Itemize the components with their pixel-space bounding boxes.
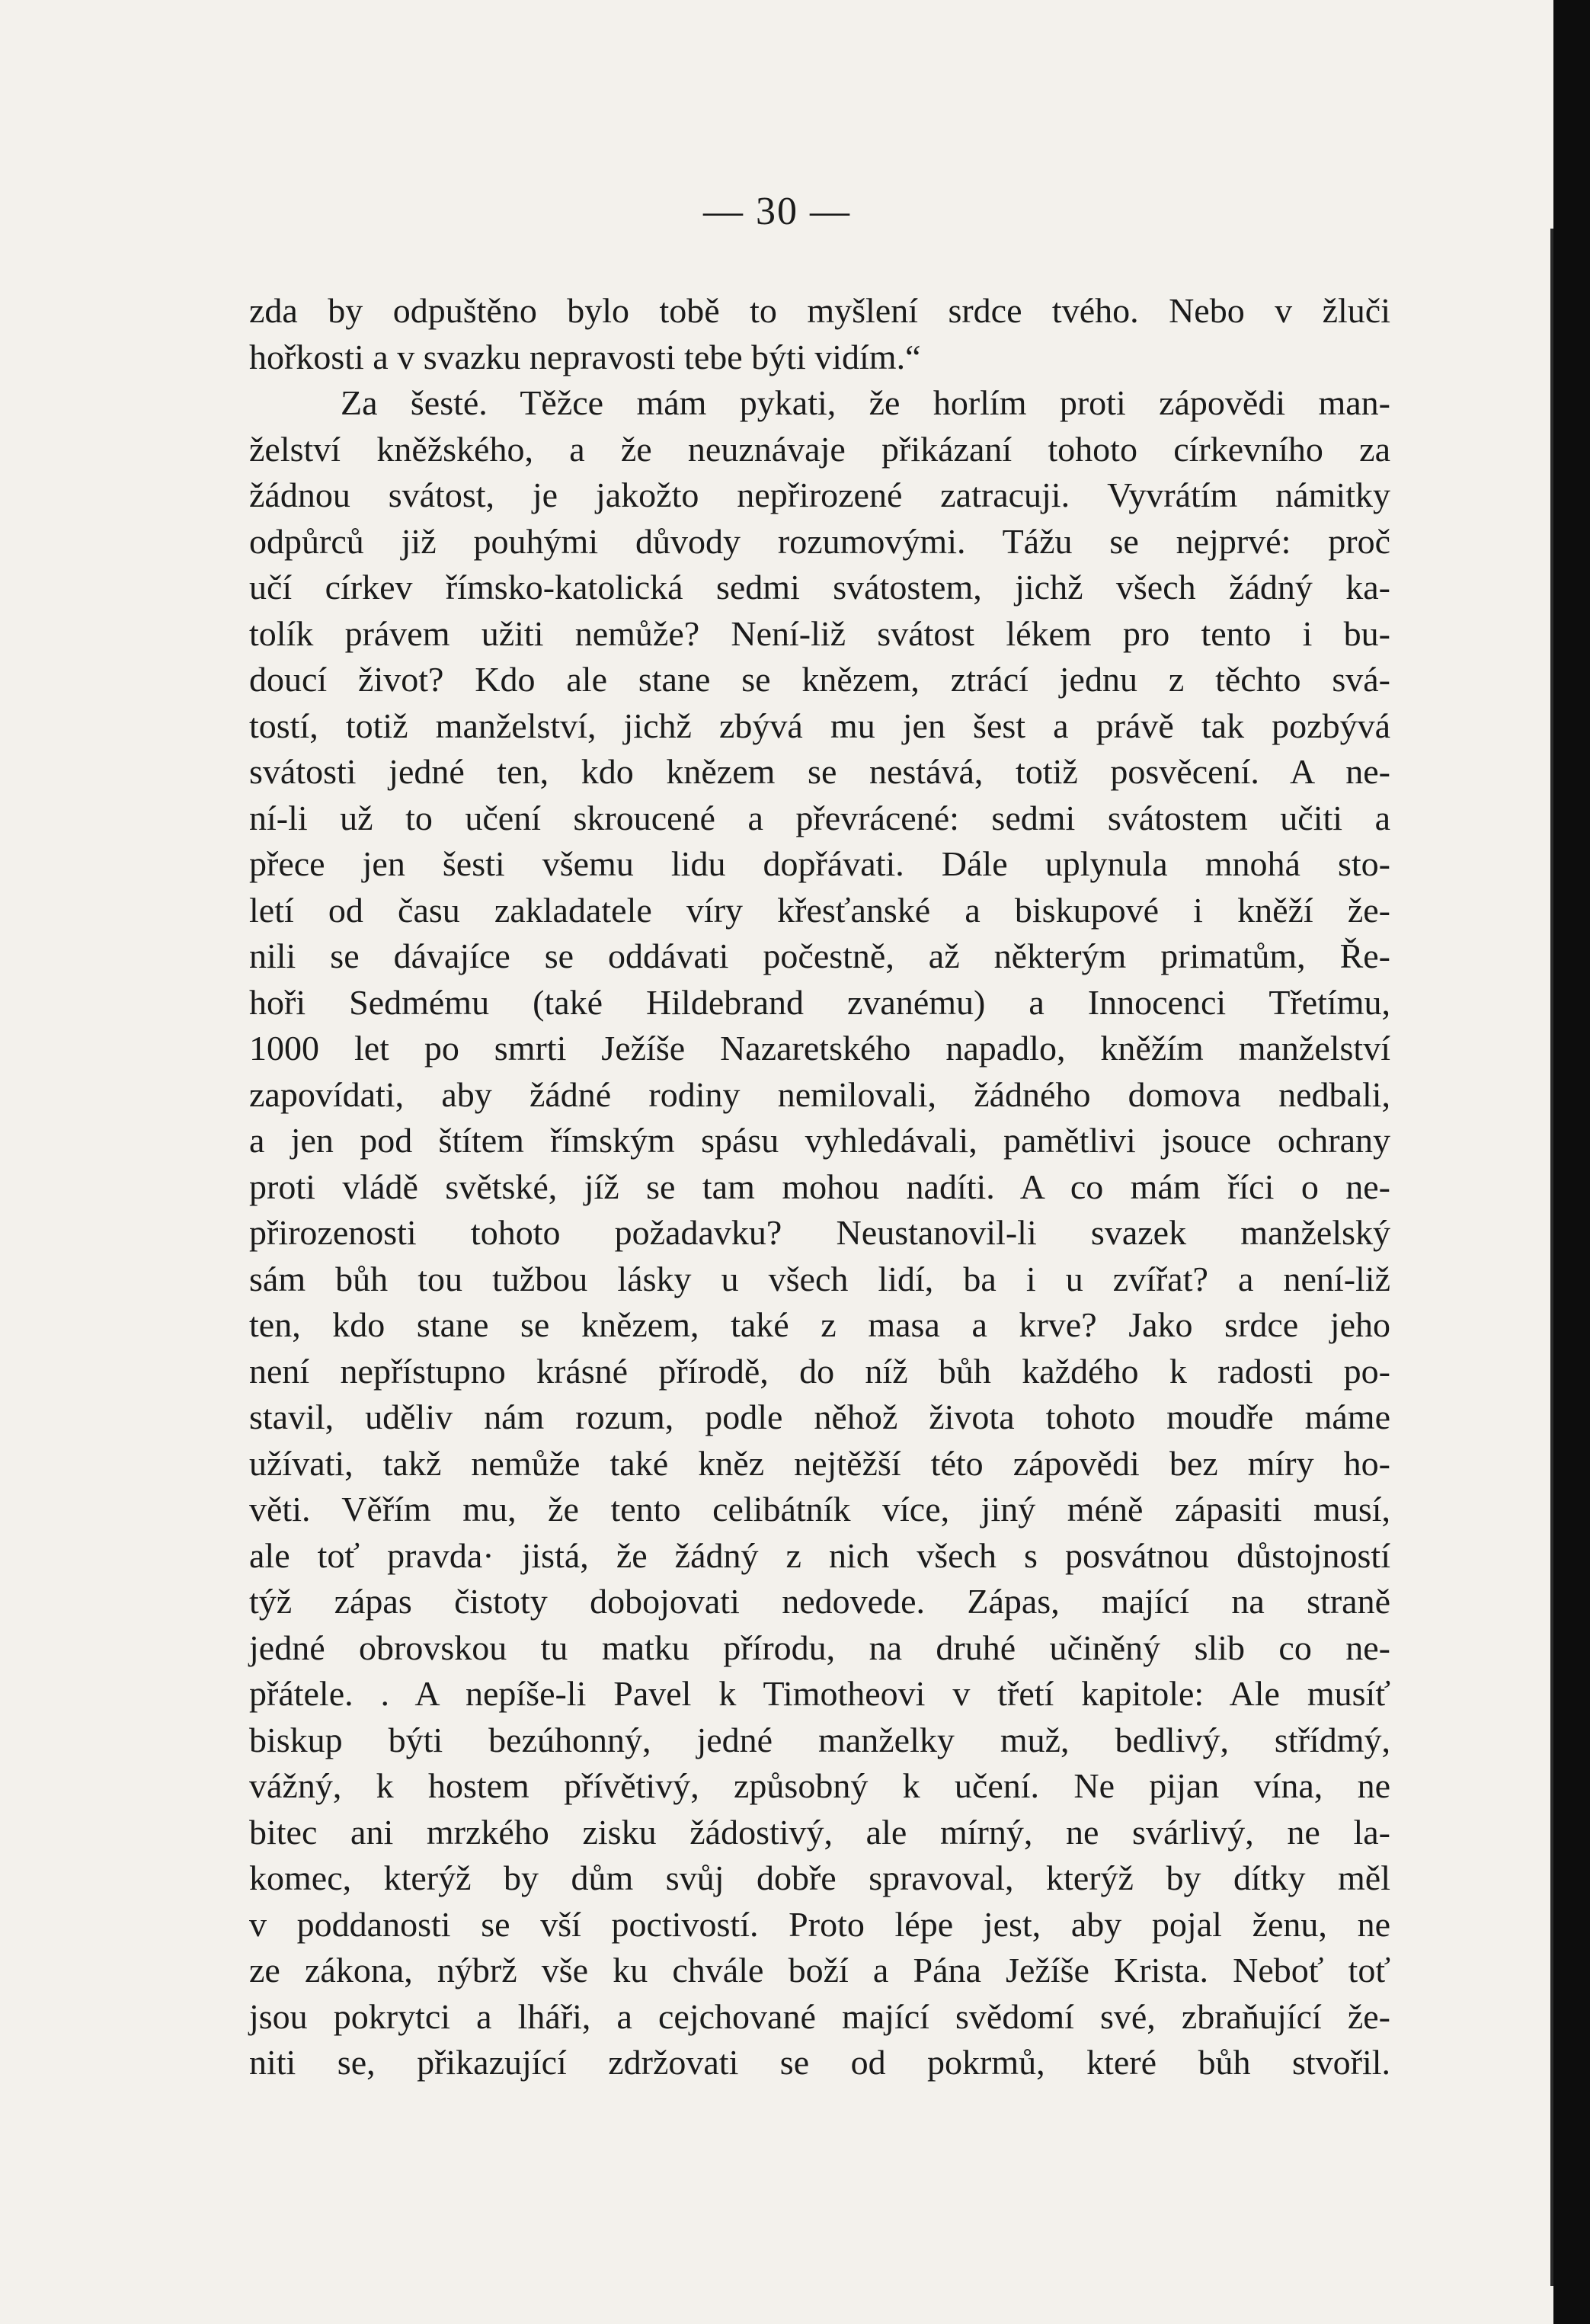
text-line: Za šesté. Těžce mám pykati, že horlím proti zápovědi man- [341,383,1390,422]
text-line: niti se, přikazující zdržovati se od pokrmů, které bůh stvořil. [249,2043,1390,2082]
text-line: týž zápas čistoty dobojovati nedovede. Zápas, mající na straně [249,1582,1390,1621]
text-line: přece jen šesti všemu lidu dopřávati. Dále uplynula mnohá sto- [249,844,1390,883]
text-line: biskup býti bezúhonný, jedné manželky muž, bedlivý, střídmý, [249,1720,1390,1759]
text-line: žádnou svátost, je jakožto nepřirozené zatracuji. Vyvrátím námitky [249,475,1390,514]
text-line: sám bůh tou tužbou lásky u všech lidí, ba i u zvířat? a není-liž [249,1259,1390,1298]
body-text [249,288,1390,2086]
text-line: zapovídati, aby žádné rodiny nemilovali, žádného domova nedbali, [249,1074,1390,1114]
text-line: ní-li už to učení skroucené a převrácené: sedmi svátostem učiti a [249,798,1390,837]
text-line: hořkosti a v svazku nepravosti tebe býti vidím.“ [249,337,921,376]
text-line: přirozenosti tohoto požadavku? Neustanovil-li svazek manželský [249,1213,1390,1252]
text-line: komec, kterýž by dům svůj dobře spravoval, kterýž by dítky měl [249,1858,1390,1897]
text-line: tolík právem užiti nemůže? Není-liž svátost lékem pro tento i bu- [249,613,1390,653]
text-line: želství kněžského, a že neuznávaje přikázaní tohoto církevního za [249,429,1390,469]
text-line: tostí, totiž manželství, jichž zbývá mu jen šest a právě tak pozbývá [249,706,1390,745]
text-line: hoři Sedmému (také Hildebrand zvanému) a Innocenci Třetímu, [249,982,1390,1022]
text-line: učí církev římsko-katolická sedmi svátostem, jichž všech žádný ka- [249,568,1390,607]
text-line: proti vládě světské, jíž se tam mohou nadíti. A co mám říci o ne- [249,1167,1390,1206]
text-line: ze zákona, nýbrž vše ku chvále boží a Pána Ježíše Krista. Neboť toť [249,1951,1390,1989]
text-line: ale toť pravda· jistá, že žádný z nich všech s posvátnou důstojností [249,1535,1390,1575]
text-line: v poddanosti se vší poctivostí. Proto lépe jest, aby pojal ženu, ne [249,1904,1390,1944]
text-line: užívati, takž nemůže také kněz nejtěžší této zápovědi bez míry ho- [249,1443,1390,1483]
text-line: nili se dávajíce se oddávati počestně, až některým primatům, Ře- [249,936,1390,975]
text-line: svátosti jedné ten, kdo knězem se nestává, totiž posvěcení. A ne- [249,752,1390,791]
text-line: bitec ani mrzkého zisku žádostivý, ale mírný, ne svárlivý, ne la- [249,1812,1390,1852]
text-line: věti. Věřím mu, že tento celibátník více, jiný méně zápasiti musí, [249,1490,1390,1529]
text-line: doucí život? Kdo ale stane se knězem, ztrácí jednu z těchto svá- [249,660,1390,699]
text-line: letí od času zakladatele víry křesťanské a biskupové i kněží že- [249,890,1390,930]
text-line: odpůrců již pouhými důvody rozumovými. Tážu se nejprvé: proč [249,521,1390,561]
text-line: ten, kdo stane se knězem, také z masa a krve? Jako srdce jeho [249,1305,1390,1344]
text-line: stavil, uděliv nám rozum, podle něhož života tohoto moudře máme [249,1397,1390,1436]
page-edge-line [1550,229,1553,2286]
text-line: 1000 let po smrti Ježíše Nazaretského napadlo, kněžím manželství [249,1029,1390,1068]
text-line: vážný, k hostem přívětivý, způsobný k učení. Ne pijan vína, ne [249,1766,1390,1805]
text-line: přátele. . A nepíše-li Pavel k Timotheovi v třetí kapitole: Ale musíť [249,1674,1390,1713]
page-number: — 30 — [703,190,851,233]
page-edge-shadow [1553,0,1590,2324]
text-line: zda by odpuštěno bylo tobě to myšlení srdce tvého. Nebo v žluči [249,291,1390,330]
text-line: jedné obrovskou tu matku přírodu, na druhé učiněný slib co ne- [249,1628,1390,1667]
text-line: jsou pokrytci a lháři, a cejchované mající svědomí své, zbraňující že- [249,1996,1390,2036]
text-line: a jen pod štítem římským spásu vyhledávali, pamětlivi jsouce ochrany [249,1121,1390,1160]
text-line: není nepřístupno krásné přírodě, do níž bůh každého k radosti po- [249,1351,1390,1391]
